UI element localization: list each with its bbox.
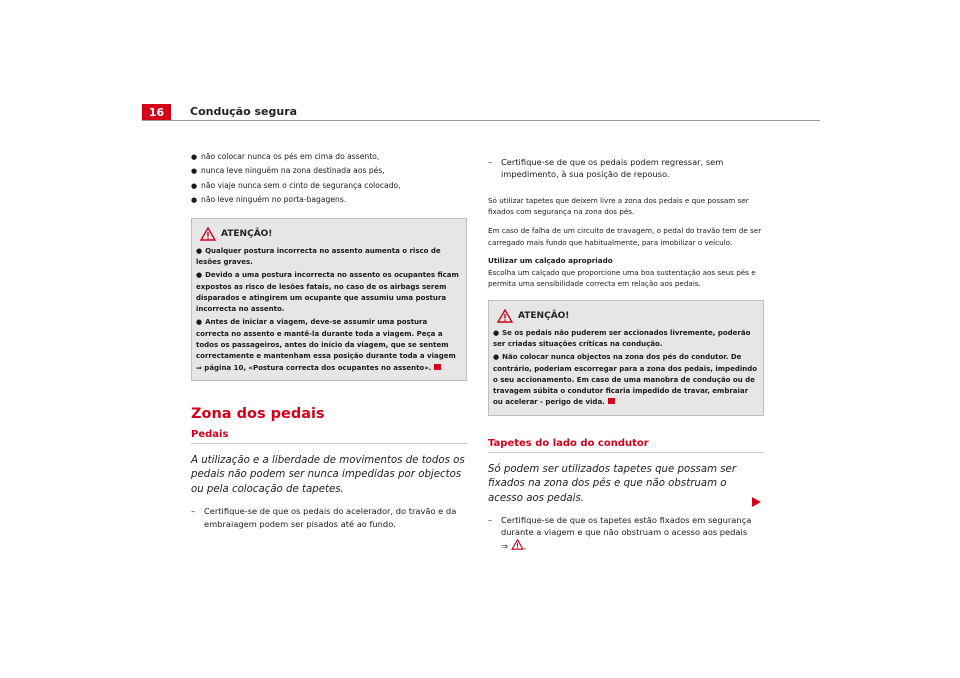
subsection-title: Pedais <box>191 429 467 444</box>
end-marker-icon <box>608 398 615 404</box>
list-item: ● não viaje nunca sem o cinto de segurança colocado, <box>191 179 467 193</box>
warning-item: ● Qualquer postura incorrecta no assento aumenta o risco de lesões graves. <box>196 246 441 266</box>
right-column <box>488 150 764 552</box>
warning-item: ● Se os pedais não puderem ser accionados livremente, poderão ser criadas situações críticas na condução. <box>493 328 751 348</box>
warning-item: ● Não colocar nunca objectos na zona dos pés do condutor. De contrário, poderiam escorregar para a zona dos pedais, impedindo o seu accionamento. Em caso de uma manobra de condução ou de travagem súbita o condutor ficaria impedido de travar, embraiar ou acelerar - perigo de vida. <box>493 353 758 407</box>
warning-title: ATENÇÃO! <box>221 228 273 239</box>
page-number: 16 <box>142 104 171 120</box>
lead-paragraph: Só podem ser utilizados tapetes que possam ser fixados na zona dos pés e que não obstruam o acesso aos pedais. <box>488 463 737 504</box>
warning-triangle-icon <box>497 309 513 323</box>
header-divider <box>142 120 820 121</box>
list-item: ● não leve ninguém no porta-bagagens. <box>191 193 467 207</box>
subsection-title: Tapetes do lado do condutor <box>488 438 764 453</box>
section-title: Zona dos pedais <box>191 405 325 422</box>
bullet-list <box>191 150 467 208</box>
warning-triangle-icon <box>200 227 216 241</box>
chapter-title: Condução segura <box>190 105 298 118</box>
lead-paragraph: A utilização e a liberdade de movimentos de todos os pedais não podem ser nunca impedidas por objectos ou pela colocação de tapetes. <box>191 454 465 495</box>
warning-title: ATENÇÃO! <box>518 310 570 321</box>
paragraph: Só utilizar tapetes que deixem livre a zona dos pedais e que possam ser fixados com segurança na zona dos pés. <box>488 195 749 217</box>
list-item: ● não colocar nunca os pés em cima do assento, <box>191 150 467 164</box>
continue-arrow-icon <box>752 497 761 507</box>
instruction-item: – Certifique-se de que os pedais podem regressar, sem impedimento, à sua posição de repouso. <box>488 157 724 180</box>
instruction-item: – Certifique-se de que os pedais do acelerador, do travão e da embraiagem podem ser pisados até ao fundo. <box>191 506 457 529</box>
cross-reference[interactable]: ⇒ . <box>501 540 527 551</box>
warning-item: ● Devido a uma postura incorrecta no assento os ocupantes ficam expostos as risco de lesões fatais, no caso de os airbags serem disparados e atingirem um ocupante que assumiu uma postura incorrecta no assento. <box>196 271 459 314</box>
warning-header <box>497 306 759 326</box>
end-marker-icon <box>434 364 441 370</box>
left-column <box>191 150 467 530</box>
paragraph: Em caso de falha de um circuito de travagem, o pedal do travão tem de ser carregado mais fundo que habitualmente, para imobilizar o veículo. <box>488 226 762 247</box>
warning-triangle-icon <box>511 539 524 550</box>
warning-box <box>488 300 764 416</box>
instruction-item: – Certifique-se de que os tapetes estão fixados em segurança durante a viagem e que não obstruam o acesso aos pedais ⇒ . <box>488 514 752 551</box>
paragraph-heading: Utilizar um calçado apropriado <box>488 256 613 266</box>
warning-header <box>200 224 462 244</box>
warning-box <box>191 218 467 381</box>
paragraph: Escolha um calçado que proporcione uma boa sustentação aos seus pés e permita uma sensibilidade correcta em relação aos pedais. <box>488 267 756 289</box>
warning-item: ● Antes de iniciar a viagem, deve-se assumir uma postura correcta no assento e mantê-la durante toda a viagem. Peça a todos os passageiros, antes do início da viagem, que se sentem correctamente e mantenham essa posição durante toda a viagem ⇒ página 10, «Postura correcta dos ocupantes no assento». <box>196 318 456 372</box>
list-item: ● nunca leve ninguém na zona destinada aos pés, <box>191 164 467 178</box>
